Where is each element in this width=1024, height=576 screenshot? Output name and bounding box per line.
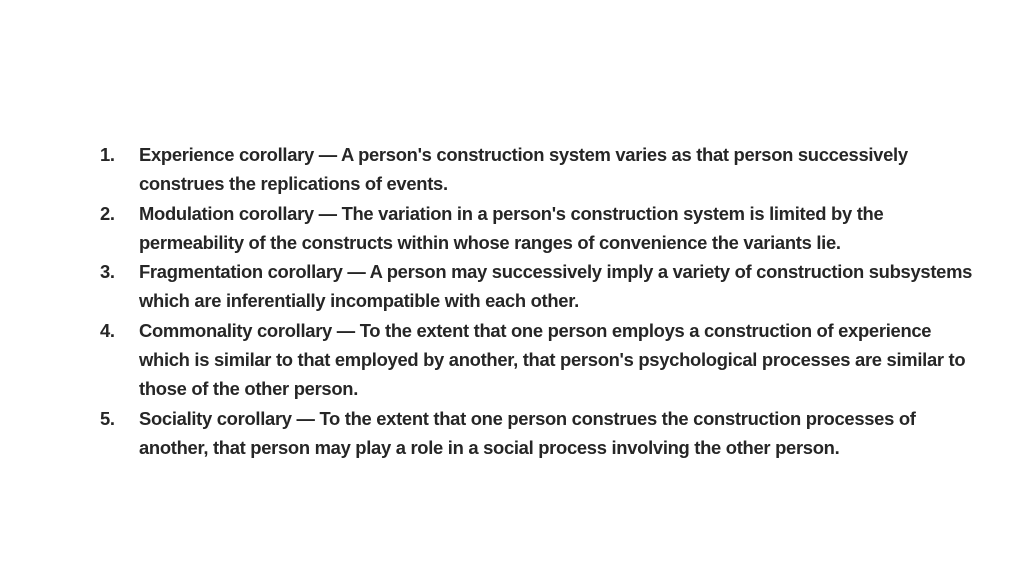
list-item-number: 4. <box>100 319 115 341</box>
list-item-number: 1. <box>100 144 115 165</box>
list-item-number: 5. <box>100 407 115 429</box>
list-item-text: Commonality corollary — To the extent that one person employs a construction of experience which is similar to that employed by another, that person's psychological processes are similar to those of the other person. <box>139 319 966 400</box>
list-item <box>100 316 980 404</box>
list-item-text: Experience corollary — A person's construction system varies as that person successively construes the replications of events. <box>139 144 908 195</box>
list-item <box>100 199 980 258</box>
list-item <box>100 404 980 463</box>
list-item-number: 3. <box>100 261 115 283</box>
corollary-list <box>100 140 980 462</box>
list-item-text: Modulation corollary — The variation in a person's construction system is limited by the permeability of the constructs within whose ranges of convenience the variants lie. <box>139 202 884 253</box>
list-item-text: Sociality corollary — To the extent that one person construes the construction processes of another, that person may play a role in a social process involving the other person. <box>139 407 916 458</box>
list-item-number: 2. <box>100 202 115 224</box>
list-item <box>100 140 980 199</box>
list-item-text: Fragmentation corollary — A person may successively imply a variety of construction subsystems which are inferentially incompatible with each other. <box>139 261 973 312</box>
list-item <box>100 257 980 316</box>
